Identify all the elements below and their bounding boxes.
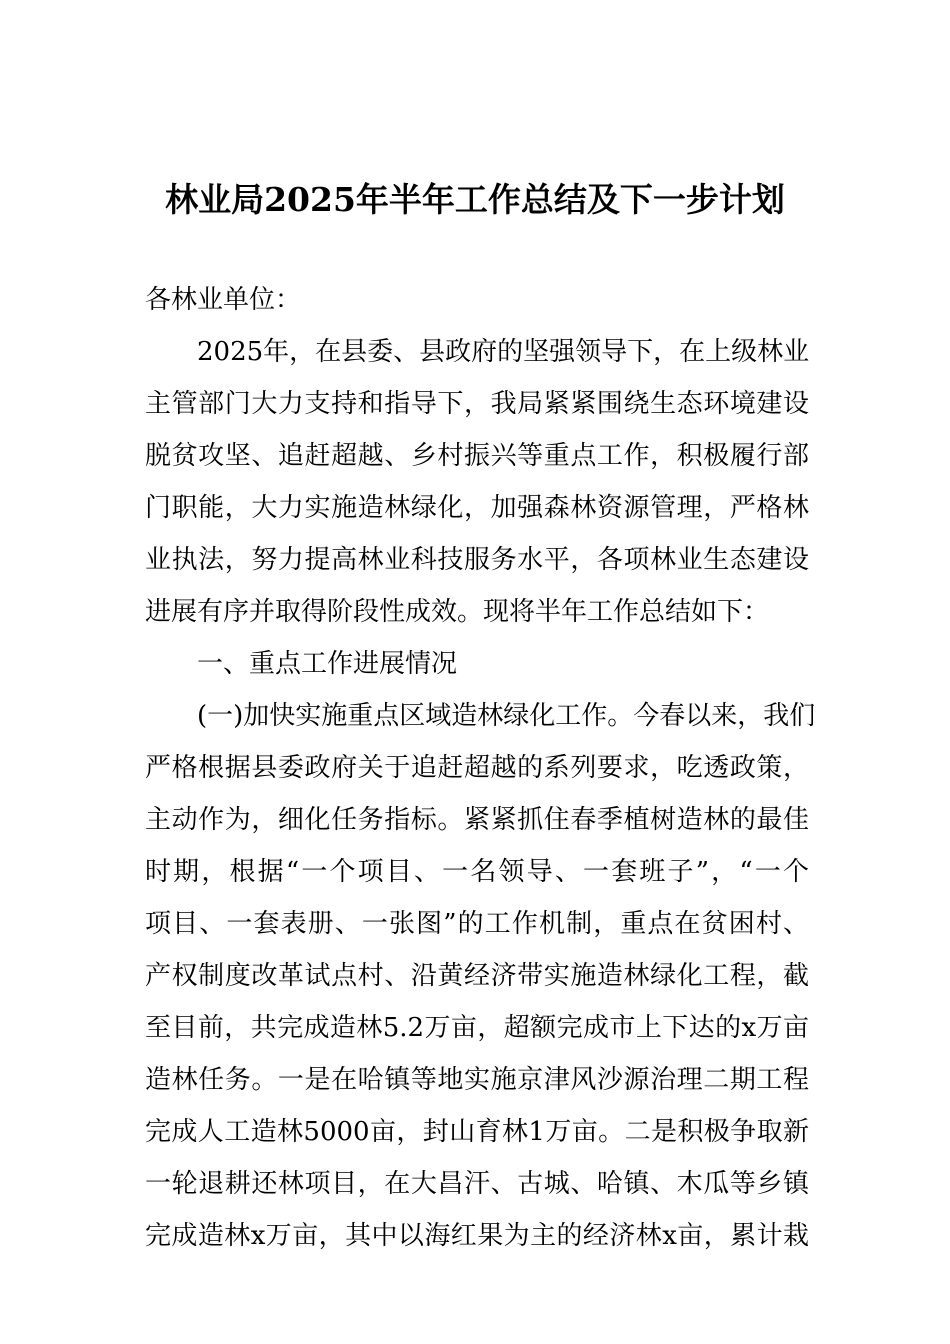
paragraph-line: 脱贫攻坚、追赶超越、乡村振兴等重点工作，积极履行部 <box>145 441 809 471</box>
paragraph-line: 造林任务。一是在哈镇等地实施京津风沙源治理二期工程 <box>145 1065 809 1095</box>
paragraph-line: 业执法，努力提高林业科技服务水平，各项林业生态建设 <box>145 545 809 575</box>
section-heading: 一、重点工作进展情况 <box>197 649 458 679</box>
document-body <box>145 274 816 1262</box>
paragraph-line: 严格根据县委政府关于追赶超越的系列要求，吃透政策， <box>145 753 809 783</box>
paragraph-line: 时期，根据“一个项目、一名领导、一套班子”，“一个 <box>145 857 809 887</box>
paragraph-line: (一)加快实施重点区域造林绿化工作。今春以来，我们 <box>197 701 816 731</box>
paragraph-intro <box>145 326 809 638</box>
document-title: 林业局2025年半年工作总结及下一步计划 <box>165 180 785 219</box>
paragraph-line: 产权制度改革试点村、沿黄经济带实施造林绿化工程，截 <box>145 961 809 991</box>
salutation: 各林业单位： <box>145 285 302 315</box>
paragraph-line: 进展有序并取得阶段性成效。现将半年工作总结如下： <box>145 597 770 627</box>
paragraph-line: 一轮退耕还林项目，在大昌汗、古城、哈镇、木瓜等乡镇 <box>145 1169 809 1199</box>
paragraph-afforestation <box>145 690 816 1262</box>
paragraph-line: 至目前，共完成造林5.2万亩，超额完成市上下达的x万亩 <box>145 1013 809 1043</box>
paragraph-line: 完成造林x万亩，其中以海红果为主的经济林x亩，累计栽 <box>145 1221 809 1251</box>
paragraph-line: 主管部门大力支持和指导下，我局紧紧围绕生态环境建设 <box>145 389 809 419</box>
paragraph-line: 2025年，在县委、县政府的坚强领导下，在上级林业 <box>197 337 810 367</box>
paragraph-line: 主动作为，细化任务指标。紧紧抓住春季植树造林的最佳 <box>145 805 809 835</box>
paragraph-line: 项目、一套表册、一张图”的工作机制，重点在贫困村、 <box>145 909 809 939</box>
paragraph-line: 门职能，大力实施造林绿化，加强森林资源管理，严格林 <box>145 493 809 523</box>
paragraph-line: 完成人工造林5000亩，封山育林1万亩。二是积极争取新 <box>145 1117 809 1147</box>
